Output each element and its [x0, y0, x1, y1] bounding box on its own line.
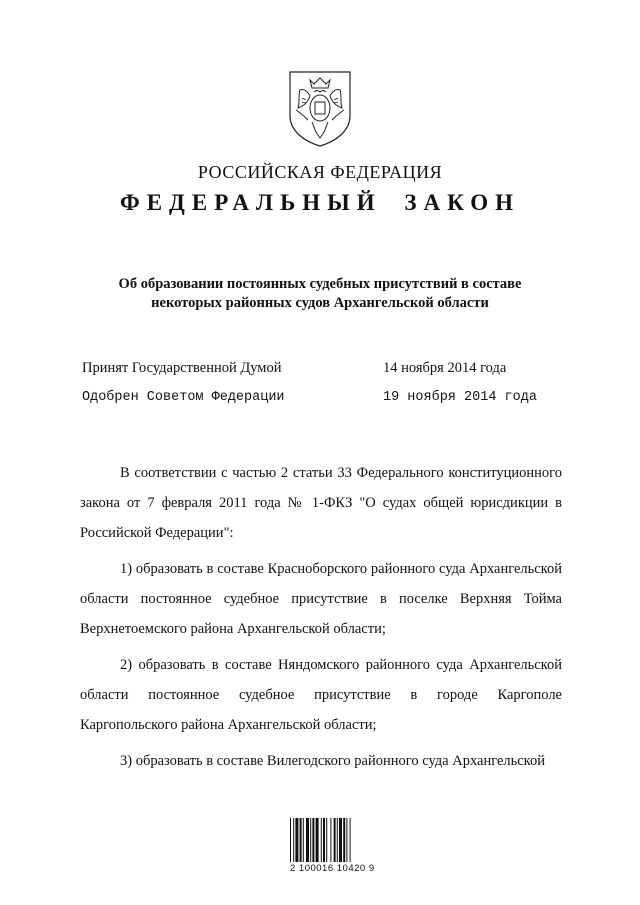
russian-coat-of-arms-icon: [286, 68, 354, 148]
barcode-bar: [300, 818, 302, 862]
law-type-heading: ФЕДЕРАЛЬНЫЙ ЗАКОН: [119, 190, 521, 215]
barcode-bar: [290, 818, 291, 862]
barcode-bars-icon: [290, 818, 376, 862]
barcode-bar: [343, 818, 345, 862]
barcode-bar: [293, 818, 294, 862]
barcode-bar: [334, 818, 336, 862]
barcode-bar: [321, 818, 322, 862]
council-approval-label: Одобрен Советом Федерации: [82, 390, 285, 405]
barcode-number: 2 100016 10420 9: [290, 863, 375, 874]
law-title-line: Об образовании постоянных судебных присутствий в составе: [118, 276, 522, 292]
barcode-bar: [306, 818, 309, 862]
duma-adoption-label: Принят Государственной Думой: [82, 360, 282, 376]
barcode-bar: [346, 818, 347, 862]
article-item-2: 2) образовать в составе Няндомского районного суда Архангельской области постоянное судебное присутствие в городе Каргополе Каргопольского района Архангельской области;: [80, 657, 562, 733]
barcode-bar: [303, 818, 304, 862]
barcode-bar: [330, 818, 331, 862]
article-item-3: 3) образовать в составе Вилегодского районного суда Архангельской: [120, 753, 545, 769]
barcode-bar: [323, 818, 325, 862]
article-item-1: 1) образовать в составе Красноборского районного суда Архангельской области постоянное судебное присутствие в поселке Верхняя Тойма Верхнетоемского района Архангельской области;: [80, 561, 562, 637]
council-approval-date: 19 ноября 2014 года: [383, 390, 537, 405]
preamble-paragraph: В соответствии с частью 2 статьи 33 Федерального конституционного закона от 7 февраля 2011 года № 1-ФКЗ "О судах общей юрисдикции в Российской Федерации":: [80, 465, 562, 541]
barcode-bar: [337, 818, 338, 862]
barcode-bar: [326, 818, 327, 862]
duma-adoption-date: 14 ноября 2014 года: [383, 360, 507, 376]
barcode-bar: [350, 818, 351, 862]
barcode-bar: [295, 818, 298, 862]
law-title-line: некоторых районных судов Архангельской области: [151, 295, 489, 311]
barcode-bar: [312, 818, 314, 862]
barcode-bar: [310, 818, 311, 862]
barcode-bar: [339, 818, 342, 862]
law-body: [80, 458, 562, 782]
barcode: [290, 818, 376, 874]
country-name: РОССИЙСКАЯ ФЕДЕРАЦИЯ: [197, 162, 443, 182]
law-title: [100, 275, 540, 313]
barcode-bar: [316, 818, 319, 862]
